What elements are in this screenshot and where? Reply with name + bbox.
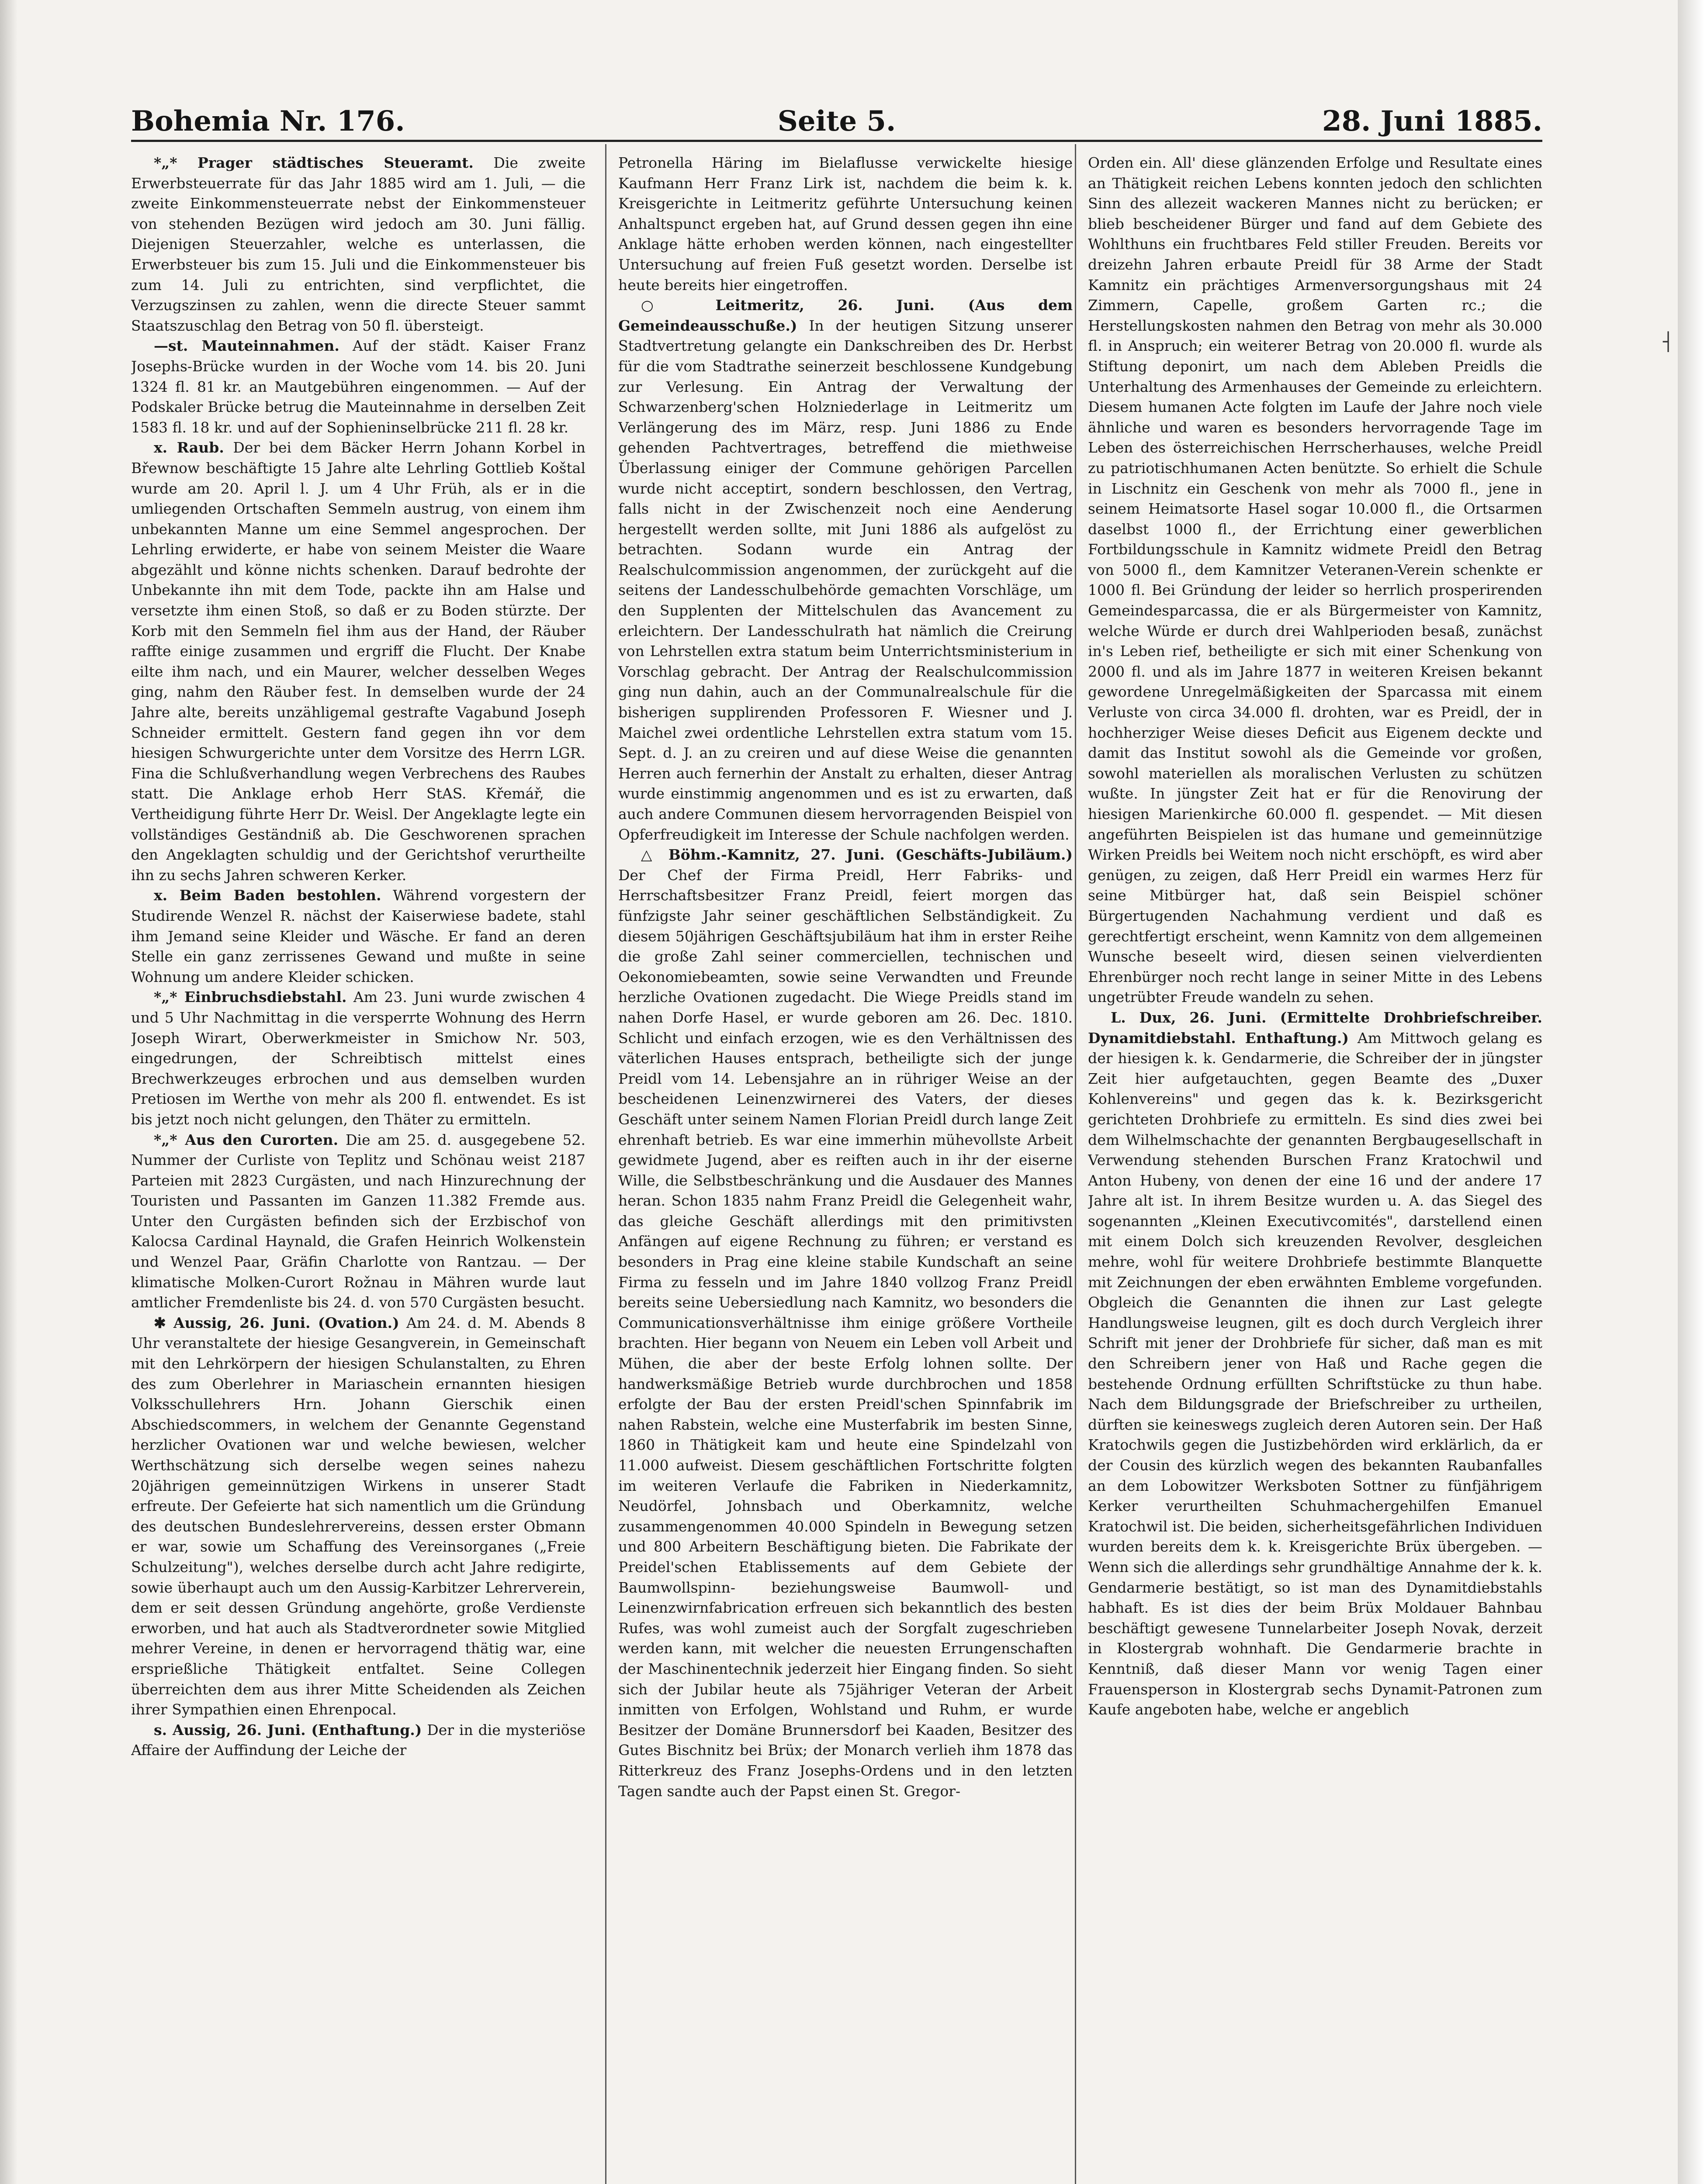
column-1 (131, 153, 585, 2184)
page-shadow-right (1678, 0, 1704, 2184)
article-heading: ○ Leitmeritz, 26. Juni. (Aus dem Gemeindeausschuße.) (618, 297, 1073, 334)
article (131, 885, 585, 987)
article-heading: *„* Prager städtisches Steueramt. (154, 154, 474, 171)
article (131, 438, 585, 885)
header-publication: Bohemia Nr. 176. (131, 105, 405, 138)
article (131, 1720, 585, 1761)
column-divider (605, 144, 606, 2184)
article-heading: s. Aussig, 26. Juni. (Enthaftung.) (154, 1721, 422, 1738)
article-heading: x. Beim Baden bestohlen. (154, 887, 381, 904)
article (131, 1313, 585, 1720)
article (1088, 153, 1542, 1008)
article-heading: *„* Einbruchsdiebstahl. (154, 988, 347, 1006)
article (131, 153, 585, 336)
article-text: Die zweite Erwerbsteuerrate für das Jahr 1885 wird am 1. Juli, — die zweite Einkommensteuerrate nebst der Einkommensteuer von stehenden Bezügen wird jedoch am 30. Juni fällig. Diejenigen Steuerzahler, welche es unterlassen, die Erwerbsteuer bis zum 15. Juli und die Einkommensteuer bis zum 14. Juli zu entrichten, sind verpflichtet, die Verzugszinsen zu zahlen, wenn die directe Steuer sammt Staatszuschlag den Betrag von 50 fl. übersteigt. (131, 154, 585, 334)
article-text: Die am 25. d. ausgegebene 52. Nummer der Curliste von Teplitz und Schönau weist 2187 Parteien mit 2823 Curgästen, und nach Hinzurechnung der Touristen und Passanten im Ganzen 11.382 Fremde aus. Unter den Curgästen befinden sich der Erzbischof von Kalocsa Cardinal Haynald, die Grafen Heinrich Wolkenstein und Wenzel Paar, Gräfin Charlotte von Rantzau. — Der klimatische Molken-Curort Rožnau in Mähren wurde laut amtlicher Fremdenliste bis 24. d. von 570 Curgästen besucht. (131, 1131, 585, 1311)
article-text: Der Chef der Firma Preidl, Herr Fabriks- und Herrschaftsbesitzer Franz Preidl, feiert morgen das fünfzigste Jahr seiner geschäftlichen Selbständigkeit. Zu diesem 50jährigen Geschäftsjubiläum hat ihm in erster Reihe die große Zahl seiner commerciellen, technischen und Oekonomiebeamten, sowie seine Verwandten und Freunde herzliche Ovationen zugedacht. Die Wiege Preidls stand im nahen Dorfe Hasel, er wurde geboren am 26. Dec. 1810. Schlicht und einfach erzogen, wie es den Verhältnissen des väterlichen Hauses entsprach, betheiligte sich der junge Preidl vom 14. Lebensjahre an in rühriger Weise an der bescheidenen Leinenzwirnerei des Vaters, der dieses Geschäft unter seinem Namen Florian Preidl durch lange Zeit ehrenhaft betrieb. Es war eine immerhin mühevollste Arbeit gewidmete Jugend, aber es reiften auch in ihr der eiserne Wille, die Selbstbeschränkung und die Ausdauer des Mannes heran. Schon 1835 nahm Franz Preidl die Gelegenheit wahr, das gleiche Geschäft allerdings mit den primitivsten Anfängen auf eigene Rechnung zu führen; er verstand es besonders in Prag eine kleine stabile Kundschaft an seine Firma zu fesseln und im Jahre 1840 vollzog Franz Preidl bereits seine Uebersiedlung nach Kamnitz, wo besonders die Communicationsverhältnisse ihm einige größere Vortheile brachten. Hier begann von Neuem ein Leben voll Arbeit und Mühen, die aber der beste Erfolg lohnen sollte. Der handwerksmäßige Betrieb wurde durchbrochen und 1858 erfolgte der Bau der ersten Preidl'schen Spinnfabrik im nahen Rabstein, welche eine Musterfabrik im besten Sinne, 1860 in Thätigkeit kam und heute eine Spindelzahl von 11.000 aufweist. Diesem geschäftlichen Fortschritte folgten im weiteren Verlaufe die Fabriken in Niederkamnitz, Neudörfel, Johnsbach und Oberkamnitz, welche zusammengenommen 40.000 Spindeln in Bewegung setzen und 800 Arbeitern Beschäftigung bieten. Die Fabrikate der Preidel'schen Etablissements auf dem Gebiete der Baumwollspinn- beziehungsweise Baumwoll- und Leinenzwirnfabrication erfreuen sich bekanntlich des besten Rufes, was wohl zumeist auch der Sorgfalt zugeschrieben werden kann, mit welcher die neuesten Errungenschaften der Maschinentechnik jederzeit hier Eingang finden. So sieht sich der Jubilar heute als 75jähriger Veteran der Arbeit inmitten von Erfolgen, Wohlstand und Ruhm, er wurde Besitzer der Domäne Brunnersdorf bei Kaaden, Besitzer des Gutes Bischnitz bei Brüx; der Monarch verlieh ihm 1878 das Ritterkreuz des Franz Josephs-Ordens und in den letzten Tagen sandte auch der Papst einen St. Gregor- (618, 866, 1073, 1800)
article (131, 336, 585, 438)
article (131, 987, 585, 1130)
page-shadow-left (0, 0, 17, 2184)
article-text: Der in die mysteriöse Affaire der Auffindung der Leiche der (131, 1721, 585, 1759)
article-text: Auf der städt. Kaiser Franz Josephs-Brücke wurden in der Woche vom 14. bis 20. Juni 1324 fl. 81 kr. an Mautgebühren eingenommen. — Auf der Podskaler Brücke betrug die Mauteinnahme in derselben Zeit 1583 fl. 18 kr. und auf der Sophieninselbrücke 211 fl. 28 kr. (131, 337, 585, 436)
column-3 (1088, 153, 1542, 2184)
article-heading: —st. Mauteinnahmen. (154, 337, 339, 355)
article (131, 1130, 585, 1313)
article-heading: L. Dux, 26. Juni. (Ermittelte Drohbriefschreiber. Dynamitdiebstahl. Enthaftung.) (1088, 1009, 1542, 1047)
article-heading: △ Böhm.-Kamnitz, 27. Juni. (Geschäfts-Jubiläum.) (641, 846, 1073, 864)
header-date: 28. Juni 1885. (1322, 105, 1542, 138)
article-heading: *„* Aus den Curorten. (154, 1131, 339, 1148)
header-page-number: Seite 5. (777, 105, 896, 138)
column-2 (618, 153, 1073, 2184)
article-text: Orden ein. All' diese glänzenden Erfolge und Resultate eines an Thätigkeit reichen Lebens konnten jedoch den schlichten Sinn des allezeit wackeren Mannes nicht zu berücken; er blieb bescheidener Bürger und fand auf dem Gebiete des Wohlthuns ein fruchtbares Feld stiller Freuden. Bereits vor dreizehn Jahren erbaute Preidl für 38 Arme der Stadt Kamnitz ein prächtiges Armenversorgungshaus mit 24 Zimmern, Capelle, großem Garten rc.; die Herstellungskosten nahmen den Betrag von mehr als 30.000 fl. in Anspruch; ein weiterer Betrag von 20.000 fl. wurde als Stiftung deponirt, um nach dem Ableben Preidls die Unterhaltung des Armenhauses der Gemeinde zu erleichtern. Diesem humanen Acte folgten im Laufe der Jahre noch viele ähnliche und waren es besonders hervorragende Tage im Leben des österreichischen Herrscherhauses, welche Preidl zu patriotischhumanen Acten benützte. So erhielt die Schule in Lischnitz ein Geschenk von mehr als 7000 fl., jene in seinem Heimatsorte Hasel sogar 10.000 fl., die Ortsarmen daselbst 1000 fl., der Errichtung einer gewerblichen Fortbildungsschule in Kamnitz widmete Preidl den Betrag von 5000 fl., dem Kamnitzer Veteranen-Verein schenkte er 1000 fl. Bei Gründung der leider so herrlich prosperirenden Gemeindesparcassa, die er als Bürgermeister von Kamnitz, welche Würde er durch drei Wahlperioden besaß, zunächst in's Leben rief, betheiligte er sich mit einer Schenkung von 2000 fl. und als im Jahre 1877 in weiteren Kreisen bekannt gewordene Unregelmäßigkeiten der Sparcassa mit einem Verluste von circa 34.000 fl. drohten, war es Preidl, der in hochherziger Weise dieses Deficit aus Eigenem deckte und damit das Institut sowohl als die Gemeinde vor großen, sowohl materiellen als moralischen Verlusten zu schützen wußte. In jüngster Zeit hat er für die Renovirung der hiesigen Marienkirche 60.000 fl. gespendet. — Mit diesen angeführten Beispielen ist das humane und gemeinnützige Wirken Preidls bei Weitem noch nicht erschöpft, es wird aber genügen, zu zeigen, daß Herr Preidl ein warmes Herz für seine Mitbürger hat, daß sein Beispiel schöner Bürgertugenden Nachahmung verdient und daß es gerechtfertigt erscheint, wenn Kamnitz von dem allgemeinen Wunsche beseelt wird, diesen seinen vielverdienten Ehrenbürger noch recht lange in seiner Mitte in des Lebens ungetrübter Freude wandeln zu sehen. (1088, 154, 1542, 1006)
article-heading: ✱ Aussig, 26. Juni. (Ovation.) (154, 1314, 399, 1331)
article-text: In der heutigen Sitzung unserer Stadtvertretung gelangte ein Dankschreiben des Dr. Herbst für die vom Stadtrathe seinerzeit beschlossene Kundgebung zur Verlesung. Ein Antrag der Verwaltung der Schwarzenberg'schen Holzniederlage in Leitmeritz um Verlängerung des im März, resp. Juni 1886 zu Ende gehenden Pachtvertrages, betreffend die miethweise Überlassung einiger der Commune gehörigen Parcellen wurde nicht acceptirt, sondern beschlossen, den Vertrag, falls nicht in der Zwischenzeit noch eine Aenderung hergestellt werden sollte, mit Juni 1886 als aufgelöst zu betrachten. Sodann wurde ein Antrag der Realschulcommission angenommen, der zurückgeht auf die seitens der Landesschulbehörde gemachten Vorschläge, um den Supplenten der Mittelschulen das Avancement zu erleichtern. Der Landesschulrath hat nämlich die Creirung von Lehrstellen extra statum beim Unterrichtsministerium in Vorschlag gebracht. Der Antrag der Realschulcommission ging nun dahin, auch an der Communalrealschule für die bisherigen supplirenden Professoren F. Wiesner und J. Maichel zwei ordentliche Lehrstellen extra statum vom 15. Sept. d. J. an zu creiren und auf diese Weise die genannten Herren auch fernerhin der Anstalt zu erhalten, dieser Antrag wurde einstimmig angenommen und es ist zu erwarten, daß auch andere Communen diesem hervorragenden Beispiel von Opferfreudigkeit im Interesse der Schule nachfolgen werden. (618, 317, 1073, 843)
article (618, 153, 1073, 295)
article-text: Am 23. Juni wurde zwischen 4 und 5 Uhr Nachmittag in die versperrte Wohnung des Herrn Joseph Wirart, Oberwerkmeister in Smichow Nr. 503, eingedrungen, der Schreibtisch mittelst eines Brechwerkzeuges erbrochen und aus demselben wurden Pretiosen im Werthe von mehr als 200 fl. entwendet. Es ist bis jetzt noch nicht gelungen, den Thäter zu ermitteln. (131, 988, 585, 1128)
article (1088, 1008, 1542, 1720)
column-divider (1075, 144, 1076, 2184)
header-rule (131, 140, 1542, 142)
article-text: Petronella Häring im Bielaflusse verwickelte hiesige Kaufmann Herr Franz Lirk ist, nachdem die beim k. k. Kreisgerichte in Leitmeritz geführte Untersuchung keinen Anhaltspunct ergeben hat, auf Grund dessen gegen ihn eine Anklage hätte erhoben werden können, nach eingestellter Untersuchung auf freien Fuß gesetzt worden. Derselbe ist heute bereits hier eingetroffen. (618, 154, 1073, 294)
article-text: Während vorgestern der Studirende Wenzel R. nächst der Kaiserwiese badete, stahl ihm Jemand seine Kleider und Wäsche. Er fand an deren Stelle ein ganz zerrissenes Gewand und mußte in seine Wohnung um andere Kleider schicken. (131, 887, 585, 985)
article-text: Am Mittwoch gelang es der hiesigen k. k. Gendarmerie, die Schreiber der in jüngster Zeit hier aufgetauchten, gegen Beamte des „Duxer Kohlenvereins" und gegen das k. k. Bezirksgericht gerichteten Drohbriefe zu ermitteln. Es sind dies zwei bei dem Wilhelmschachte der genannten Bergbaugesellschaft in Verwendung stehenden Burschen Franz Kratochwil und Anton Hubeny, von denen der eine 16 und der andere 17 Jahre alt ist. In ihrem Besitze wurden u. A. das Siegel des sogenannten „Kleinen Executivcomités", darstellend einen mit einem Dolch sich kreuzenden Revolver, desgleichen mehre, wohl für weitere Drohbriefe bestimmte Blanquette mit Zeichnungen der eben erwähnten Embleme vorgefunden. Obgleich die Genannten die ihnen zur Last gelegte Handlungsweise leugnen, gilt es doch durch Vergleich ihrer Schrift mit jener der Drohbriefe für sicher, daß man es mit den Schreibern jener von Haß und Rache gegen die bestehende Ordnung erfüllten Schriftstücke zu thun habe. Nach dem Bildungsgrade der Briefschreiber zu urtheilen, dürften sie keineswegs zugleich deren Autoren sein. Der Haß Kratochwils gegen die Justizbehörden wird erklärlich, da er der Cousin des kürzlich wegen des bekannten Raubanfalles an dem Lobowitzer Werksboten Sottner zu fünfjährigem Kerker verurtheilten Schuhmachergehilfen Emanuel Kratochwil ist. Die beiden, sicherheitsgefährlichen Individuen wurden bereits dem k. k. Kreisgerichte Brüx übergeben. — Wenn sich die allerdings sehr grundhältige Annahme der k. k. Gendarmerie bestätigt, so ist man des Dynamitdiebstahls habhaft. Es ist dies der beim Brüx Moldauer Bahnbau beschäftigt gewesene Tunnelarbeiter Joseph Novak, derzeit in Klostergrab wohnhaft. Die Gendarmerie brachte in Kenntniß, daß dieser Mann vor wenig Tagen einer Frauensperson in Klostergrab sechs Dynamit-Patronen zum Kaufe angeboten habe, welche er angeblich (1088, 1029, 1542, 1718)
margin-mark: ┤ (1663, 332, 1674, 352)
article (618, 295, 1073, 845)
article (618, 845, 1073, 1801)
article-text: Der bei dem Bäcker Herrn Johann Korbel in Břewnow beschäftigte 15 Jahre alte Lehrling Gottlieb Koštal wurde am 20. April l. J. um 4 Uhr Früh, als er in die umliegenden Ortschaften Semmeln austrug, von einem ihm unbekannten Manne um eine Semmel angesprochen. Der Lehrling erwiderte, er habe von seinem Meister die Waare abgezählt und könne nichts schenken. Darauf bedrohte der Unbekannte ihn mit dem Tode, packte ihn am Halse und versetzte ihm einen Stoß, so daß er zu Boden stürzte. Der Korb mit den Semmeln fiel ihm aus der Hand, der Räuber raffte einige zusammen und ergriff die Flucht. Der Knabe eilte ihm nach, und ein Maurer, welcher desselben Weges ging, nahm den Räuber fest. In demselben wurde der 24 Jahre alte, bereits unzähligemal gestrafte Vagabund Joseph Schneider ermittelt. Gestern fand gegen ihn vor dem hiesigen Schwurgerichte unter dem Vorsitze des Herrn LGR. Fina die Schlußverhandlung wegen Verbrechens des Raubes statt. Die Anklage erhob Herr StAS. Křemář, die Vertheidigung führte Herr Dr. Weisl. Der Angeklagte legte ein vollständiges Geständniß ab. Die Geschworenen sprachen den Angeklagten schuldig und der Gerichtshof verurtheilte ihn zu sechs Jahren schweren Kerker. (131, 439, 585, 884)
article-text: Am 24. d. M. Abends 8 Uhr veranstaltete der hiesige Gesangverein, in Gemeinschaft mit den Lehrkörpern der hiesigen Schulanstalten, zu Ehren des zum Oberlehrer in Mariaschein ernannten hiesigen Volksschullehrers Hrn. Johann Gierschik einen Abschiedscommers, in welchem der Genannte Gegenstand herzlicher Ovationen war und welche bewiesen, welcher Werthschätzung sich derselbe wegen seines nahezu 20jährigen gemeinnützigen Wirkens in unserer Stadt erfreute. Der Gefeierte hat sich namentlich um die Gründung des deutschen Bundeslehrervereins, dessen erster Obmann er war, sowie um Schaffung des Vereinsorganes („Freie Schulzeitung"), welches derselbe durch acht Jahre redigirte, sowie überhaupt auch um den Aussig-Karbitzer Lehrerverein, dem er seit dessen Gründung angehörte, große Verdienste erworben, und hat auch als Stadtverordneter sowie Mitglied mehrer Vereine, in denen er hervorragend thätig war, eine ersprießliche Thätigkeit entfaltet. Seine Collegen überreichten dem aus ihrer Mitte Scheidenden als Zeichen ihrer Sympathien einen Ehrenpocal. (131, 1314, 585, 1718)
article-heading: x. Raub. (154, 439, 224, 456)
